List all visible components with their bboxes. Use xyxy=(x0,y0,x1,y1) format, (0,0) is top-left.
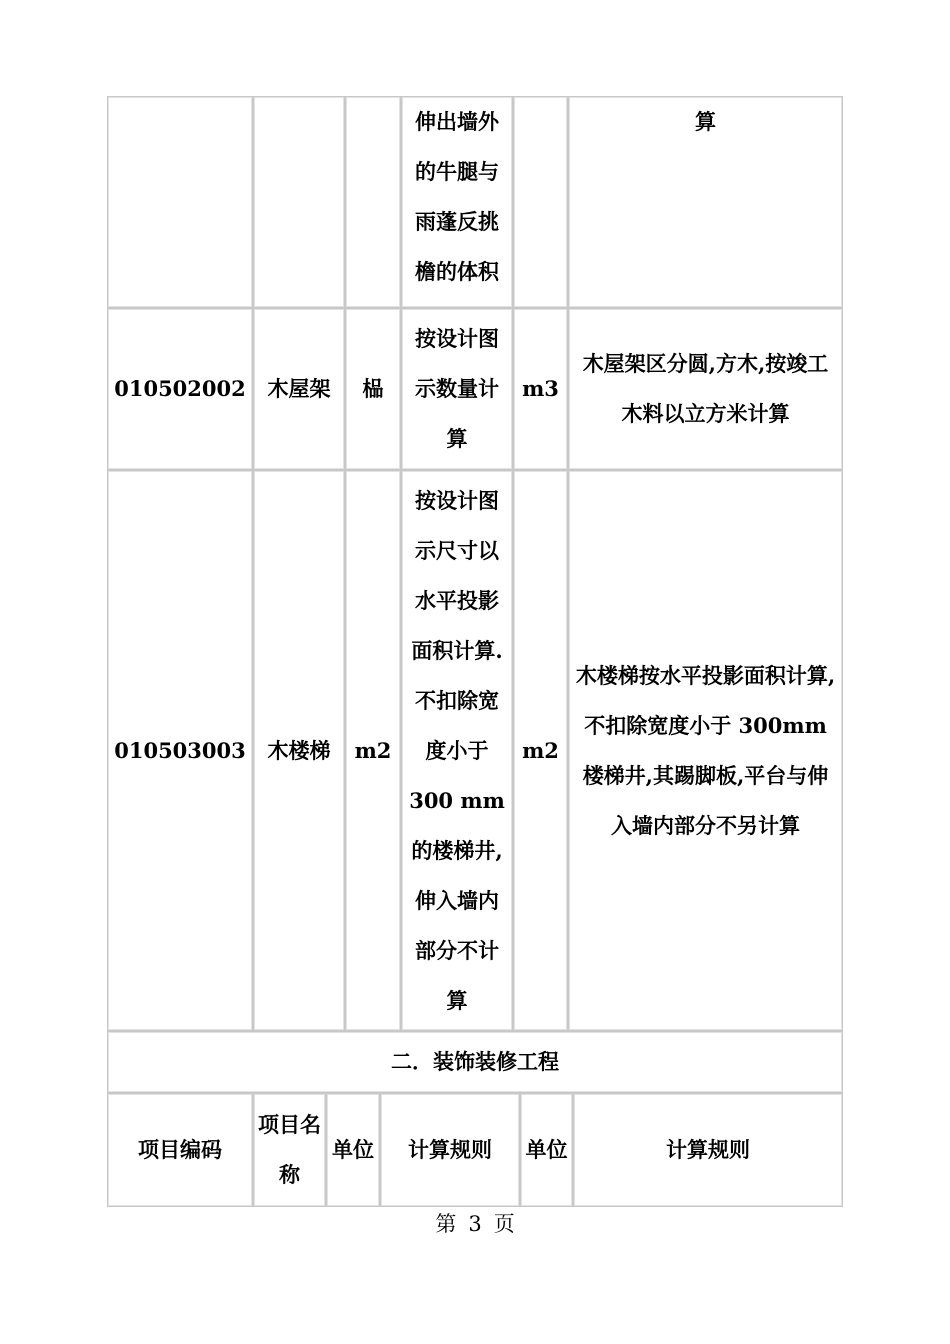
header-rule2: 计算规则 xyxy=(573,1093,843,1207)
header-unit: 单位 xyxy=(326,1093,380,1207)
rule2-cell: 木屋架区分圆,方木,按竣工木料以立方米计算 xyxy=(568,308,843,470)
code-cell: 010503003 xyxy=(107,470,253,1031)
section-row xyxy=(107,1031,843,1093)
name-cell: 木楼梯 xyxy=(253,470,345,1031)
rule-cell: 按设计图示尺寸以水平投影面积计算.不扣除宽度小于 300 mm 的楼梯井,伸入墙内部分不计算 xyxy=(401,470,513,1031)
header-code: 项目编码 xyxy=(107,1093,253,1207)
rule-cell: 伸出墙外的牛腿与雨蓬反挑檐的体积 xyxy=(401,96,513,308)
table-row xyxy=(107,470,843,1031)
unit-cell: 榀 xyxy=(345,308,401,470)
name-cell: 木屋架 xyxy=(253,308,345,470)
footer-prefix: 第 xyxy=(435,1212,457,1236)
unit2-cell: m3 xyxy=(513,308,568,470)
unit2-cell xyxy=(513,96,568,308)
name-cell xyxy=(253,96,345,308)
page-number: 3 xyxy=(468,1212,482,1236)
unit-cell: m2 xyxy=(345,470,401,1031)
header-rule: 计算规则 xyxy=(380,1093,520,1207)
unit2-cell: m2 xyxy=(513,470,568,1031)
page-footer xyxy=(0,1206,950,1242)
code-cell xyxy=(107,96,253,308)
quantity-rules-table xyxy=(107,96,843,1031)
code-cell: 010502002 xyxy=(107,308,253,470)
section-title: 二．装饰装修工程 xyxy=(107,1031,843,1093)
section-table xyxy=(107,1031,843,1207)
header-name: 项目名称 xyxy=(253,1093,326,1207)
table-row xyxy=(107,308,843,470)
header-row xyxy=(107,1093,843,1207)
table-row xyxy=(107,96,843,308)
rule2-cell: 木楼梯按水平投影面积计算,不扣除宽度小于 300mm 楼梯井,其踢脚板,平台与伸入墙内部分不另计算 xyxy=(568,470,843,1031)
footer-suffix: 页 xyxy=(493,1212,515,1236)
header-unit2: 单位 xyxy=(520,1093,573,1207)
unit-cell xyxy=(345,96,401,308)
rule-cell: 按设计图示数量计算 xyxy=(401,308,513,470)
rule2-cell: 算 xyxy=(568,96,843,308)
